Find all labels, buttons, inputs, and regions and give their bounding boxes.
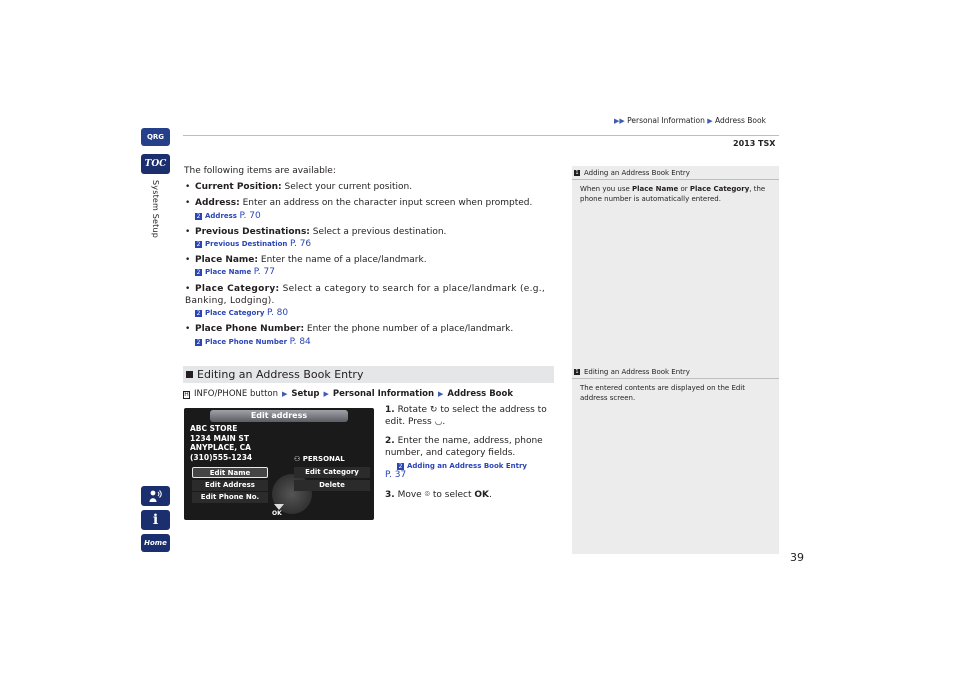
info-button[interactable]: [141, 510, 170, 530]
list-item: • Place Name: Enter the name of a place/landmark.: [185, 255, 427, 265]
voice-command-button[interactable]: [141, 486, 170, 506]
move-knob-icon: ⌾: [424, 490, 430, 500]
header-divider: [183, 135, 779, 136]
reference-arrow-icon: 2: [196, 339, 201, 346]
cross-reference-link[interactable]: 2 Place Category P. 80: [196, 308, 289, 318]
triangle-right-icon: ▶: [438, 390, 444, 398]
reference-arrow-icon: 2: [196, 269, 201, 276]
square-bullet-icon: [186, 371, 193, 378]
info-icon: i: [152, 512, 159, 528]
note-adding-entry: 1 Adding an Address Book Entry When you use Place Name or Place Category, the phone number is automatically entered.: [572, 167, 779, 204]
list-item: • Address: Enter an address on the character input screen when prompted.: [185, 198, 533, 208]
triangle-right-icon: ▶▶: [614, 117, 625, 125]
cross-reference-link[interactable]: 2 Previous Destination P. 76: [196, 239, 312, 249]
qrg-button[interactable]: QRG: [141, 128, 170, 146]
note-marker-icon: 1: [575, 170, 579, 176]
edit-address-screenshot: [184, 408, 374, 520]
triangle-right-icon: ▶: [323, 390, 329, 398]
edit-category-button[interactable]: Edit Category: [294, 467, 370, 478]
step-3: 3. Move ⌾ to select OK.: [385, 490, 492, 500]
step-1: 1. Rotate ↻ to select the address to edit. Press ◡.: [385, 405, 547, 427]
category-tag: ⚇ PERSONAL: [294, 455, 345, 463]
delete-button[interactable]: Delete: [294, 480, 370, 491]
toc-button[interactable]: TOC: [141, 154, 170, 174]
category-icon: ⚇: [294, 455, 303, 463]
list-item: • Place Category: Select a category to search for a place/landmark (e.g., Banking, Lodging).: [185, 284, 546, 306]
model-label: 2013 TSX: [733, 139, 776, 148]
step-2: 2. Enter the name, address, phone number, and category fields.: [385, 436, 543, 458]
home-button[interactable]: Home: [141, 534, 170, 552]
triangle-right-icon: ▶: [281, 390, 288, 398]
cross-reference-link[interactable]: 2 Place Phone Number P. 84: [196, 337, 311, 347]
page-number: 39: [790, 551, 804, 564]
cross-reference-link[interactable]: 2 Place Name P. 77: [196, 267, 275, 277]
section-heading: Editing an Address Book Entry: [183, 366, 554, 383]
hard-button-icon: H: [184, 391, 189, 398]
ok-label: OK: [272, 510, 282, 517]
cross-reference-link[interactable]: 2 Address P. 70: [196, 211, 261, 221]
edit-phone-button[interactable]: Edit Phone No.: [192, 492, 268, 503]
screen-address: ABC STORE 1234 MAIN ST ANYPLACE, CA (310)555-1234: [190, 424, 253, 462]
voice-icon: [148, 489, 164, 503]
list-item: • Previous Destinations: Select a previous destination.: [185, 227, 447, 237]
reference-arrow-icon: 2: [196, 241, 201, 248]
cross-reference-link[interactable]: 2 Adding an Address Book Entry P. 37: [385, 462, 527, 480]
sidebar-notes-panel: [572, 166, 779, 554]
section-label: System Setup: [151, 180, 160, 239]
screen-title: Edit address: [210, 410, 348, 422]
reference-arrow-icon: 2: [398, 463, 403, 470]
list-item: • Place Phone Number: Enter the phone number of a place/landmark.: [185, 324, 514, 334]
triangle-right-icon: ▶: [707, 117, 713, 125]
note-marker-icon: 1: [575, 369, 579, 375]
reference-arrow-icon: 2: [196, 213, 201, 220]
breadcrumb-item[interactable]: Address Book: [715, 116, 766, 125]
breadcrumb-item[interactable]: Personal Information: [627, 116, 705, 125]
note-editing-entry: 1 Editing an Address Book Entry The entered contents are displayed on the Edit address screen.: [572, 366, 779, 403]
press-knob-icon: ◡: [434, 417, 443, 427]
reference-arrow-icon: 2: [196, 310, 201, 317]
breadcrumb: [614, 116, 766, 125]
list-item: • Current Position: Select your current position.: [185, 182, 413, 192]
menu-path: H INFO/PHONE button ▶ Setup ▶ Personal Information ▶ Address Book: [184, 389, 513, 399]
rotate-knob-icon: ↻: [429, 405, 438, 415]
edit-address-button[interactable]: Edit Address: [192, 480, 268, 491]
intro-text: The following items are available:: [184, 166, 336, 176]
edit-name-button[interactable]: Edit Name: [192, 467, 268, 478]
